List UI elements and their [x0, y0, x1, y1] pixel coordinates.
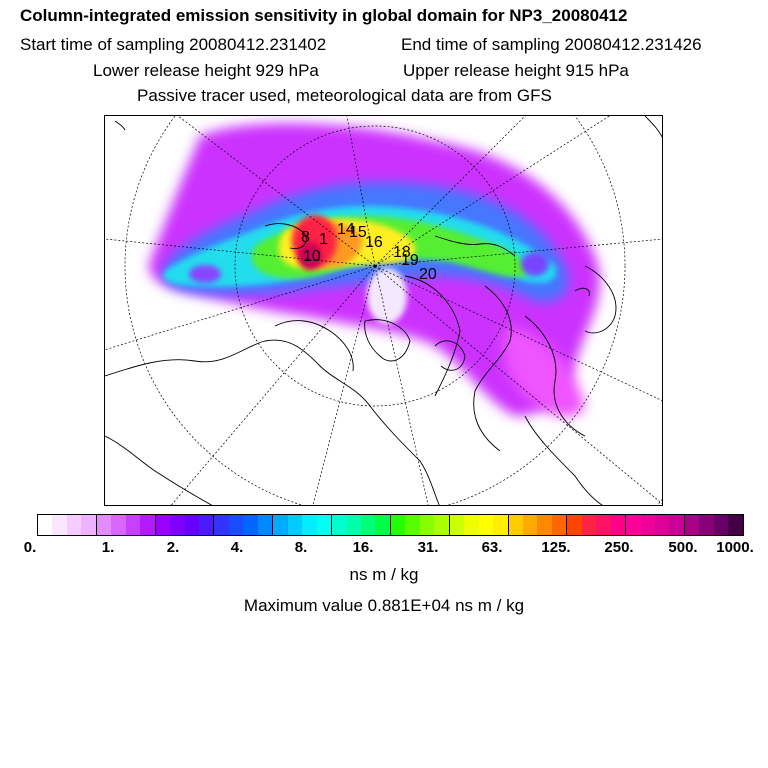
colorbar-swatch	[361, 515, 375, 535]
traj-label-8: 8	[301, 229, 310, 246]
traj-label-18: 18	[393, 244, 411, 261]
colorbar-swatch	[464, 515, 478, 535]
colorbar-tick: 125.	[541, 539, 571, 556]
colorbar-swatch	[214, 515, 228, 535]
colorbar-swatch	[596, 515, 610, 535]
colorbar-swatch	[67, 515, 81, 535]
colorbar-swatch	[582, 515, 596, 535]
colorbar-swatch	[685, 515, 699, 535]
map-drawing	[105, 116, 663, 506]
colorbar-swatch	[317, 515, 332, 535]
colorbar-swatch	[509, 515, 523, 535]
colorbar-swatch	[567, 515, 581, 535]
colorbar-tick: 1.	[101, 539, 115, 556]
colorbar-swatch	[111, 515, 125, 535]
colorbar-swatch	[199, 515, 214, 535]
colorbar-swatch	[669, 515, 684, 535]
colorbar-swatch	[347, 515, 361, 535]
colorbar-swatch	[288, 515, 302, 535]
colorbar-swatch	[243, 515, 257, 535]
colorbar-swatch	[185, 515, 199, 535]
plot-title: Column-integrated emission sensitivity in global domain for NP3_20080412	[20, 6, 628, 25]
colorbar-swatch	[97, 515, 111, 535]
colorbar-swatch	[38, 515, 52, 535]
colorbar-tick: 0.	[23, 539, 37, 556]
colorbar-swatch	[391, 515, 405, 535]
plume-spot-purple	[189, 265, 221, 283]
colorbar-units-label: ns m / kg	[349, 565, 419, 584]
colorbar-swatch	[728, 515, 742, 535]
colorbar-swatch	[479, 515, 493, 535]
colorbar-swatch	[405, 515, 419, 535]
plume-hole-white	[367, 268, 407, 324]
colorbar-swatch	[126, 515, 140, 535]
plume-spot-purple-east	[521, 252, 549, 276]
colorbar-swatch	[302, 515, 316, 535]
colorbar-swatch	[493, 515, 508, 535]
upper-release-label: Upper release height 915 hPa	[403, 61, 629, 80]
colorbar-swatch	[170, 515, 184, 535]
colorbar-swatch	[714, 515, 728, 535]
colorbar-swatch	[273, 515, 287, 535]
colorbar-swatch	[420, 515, 434, 535]
traj-label-10: 10	[303, 248, 321, 265]
colorbar-swatch	[611, 515, 626, 535]
colorbar-tick: 1000.	[716, 539, 754, 556]
colorbar-tick: 63.	[481, 539, 503, 556]
colorbar-swatch	[450, 515, 464, 535]
colorbar-swatch	[699, 515, 713, 535]
colorbar-tick: 500.	[668, 539, 698, 556]
colorbar-swatch	[52, 515, 66, 535]
colorbar-tick: 8.	[294, 539, 308, 556]
colorbar-swatch	[434, 515, 449, 535]
colorbar-swatch	[81, 515, 96, 535]
traj-label-14: 14	[337, 221, 355, 238]
colorbar-tick: 2.	[166, 539, 180, 556]
colorbar-tick: 4.	[230, 539, 244, 556]
colorbar	[37, 514, 744, 536]
colorbar-tick: 250.	[604, 539, 634, 556]
start-time-label: Start time of sampling 20080412.231402	[20, 35, 327, 54]
traj-label-1: 1	[319, 231, 328, 248]
traj-label-16: 16	[365, 234, 383, 251]
end-time-label: End time of sampling 20080412.231426	[401, 35, 702, 54]
colorbar-swatch	[626, 515, 640, 535]
sensitivity-map	[104, 115, 663, 506]
colorbar-swatch	[552, 515, 567, 535]
tracer-info-label: Passive tracer used, meteorological data are from GFS	[137, 86, 552, 105]
lower-release-label: Lower release height 929 hPa	[93, 61, 319, 80]
traj-label-15: 15	[349, 224, 367, 241]
colorbar-swatch	[332, 515, 346, 535]
colorbar-swatch	[375, 515, 390, 535]
colorbar-swatch	[140, 515, 155, 535]
colorbar-tick: 16.	[352, 539, 374, 556]
colorbar-tick: 31.	[417, 539, 439, 556]
colorbar-swatch	[641, 515, 655, 535]
colorbar-swatch	[156, 515, 170, 535]
sensitivity-field	[149, 123, 600, 417]
colorbar-swatch	[523, 515, 537, 535]
colorbar-swatch	[229, 515, 243, 535]
colorbar-swatch	[655, 515, 669, 535]
colorbar-swatch	[537, 515, 551, 535]
colorbar-swatch	[258, 515, 273, 535]
traj-label-20: 20	[419, 266, 437, 283]
traj-label-19: 19	[401, 252, 419, 269]
maximum-value-label: Maximum value 0.881E+04 ns m / kg	[243, 596, 525, 615]
